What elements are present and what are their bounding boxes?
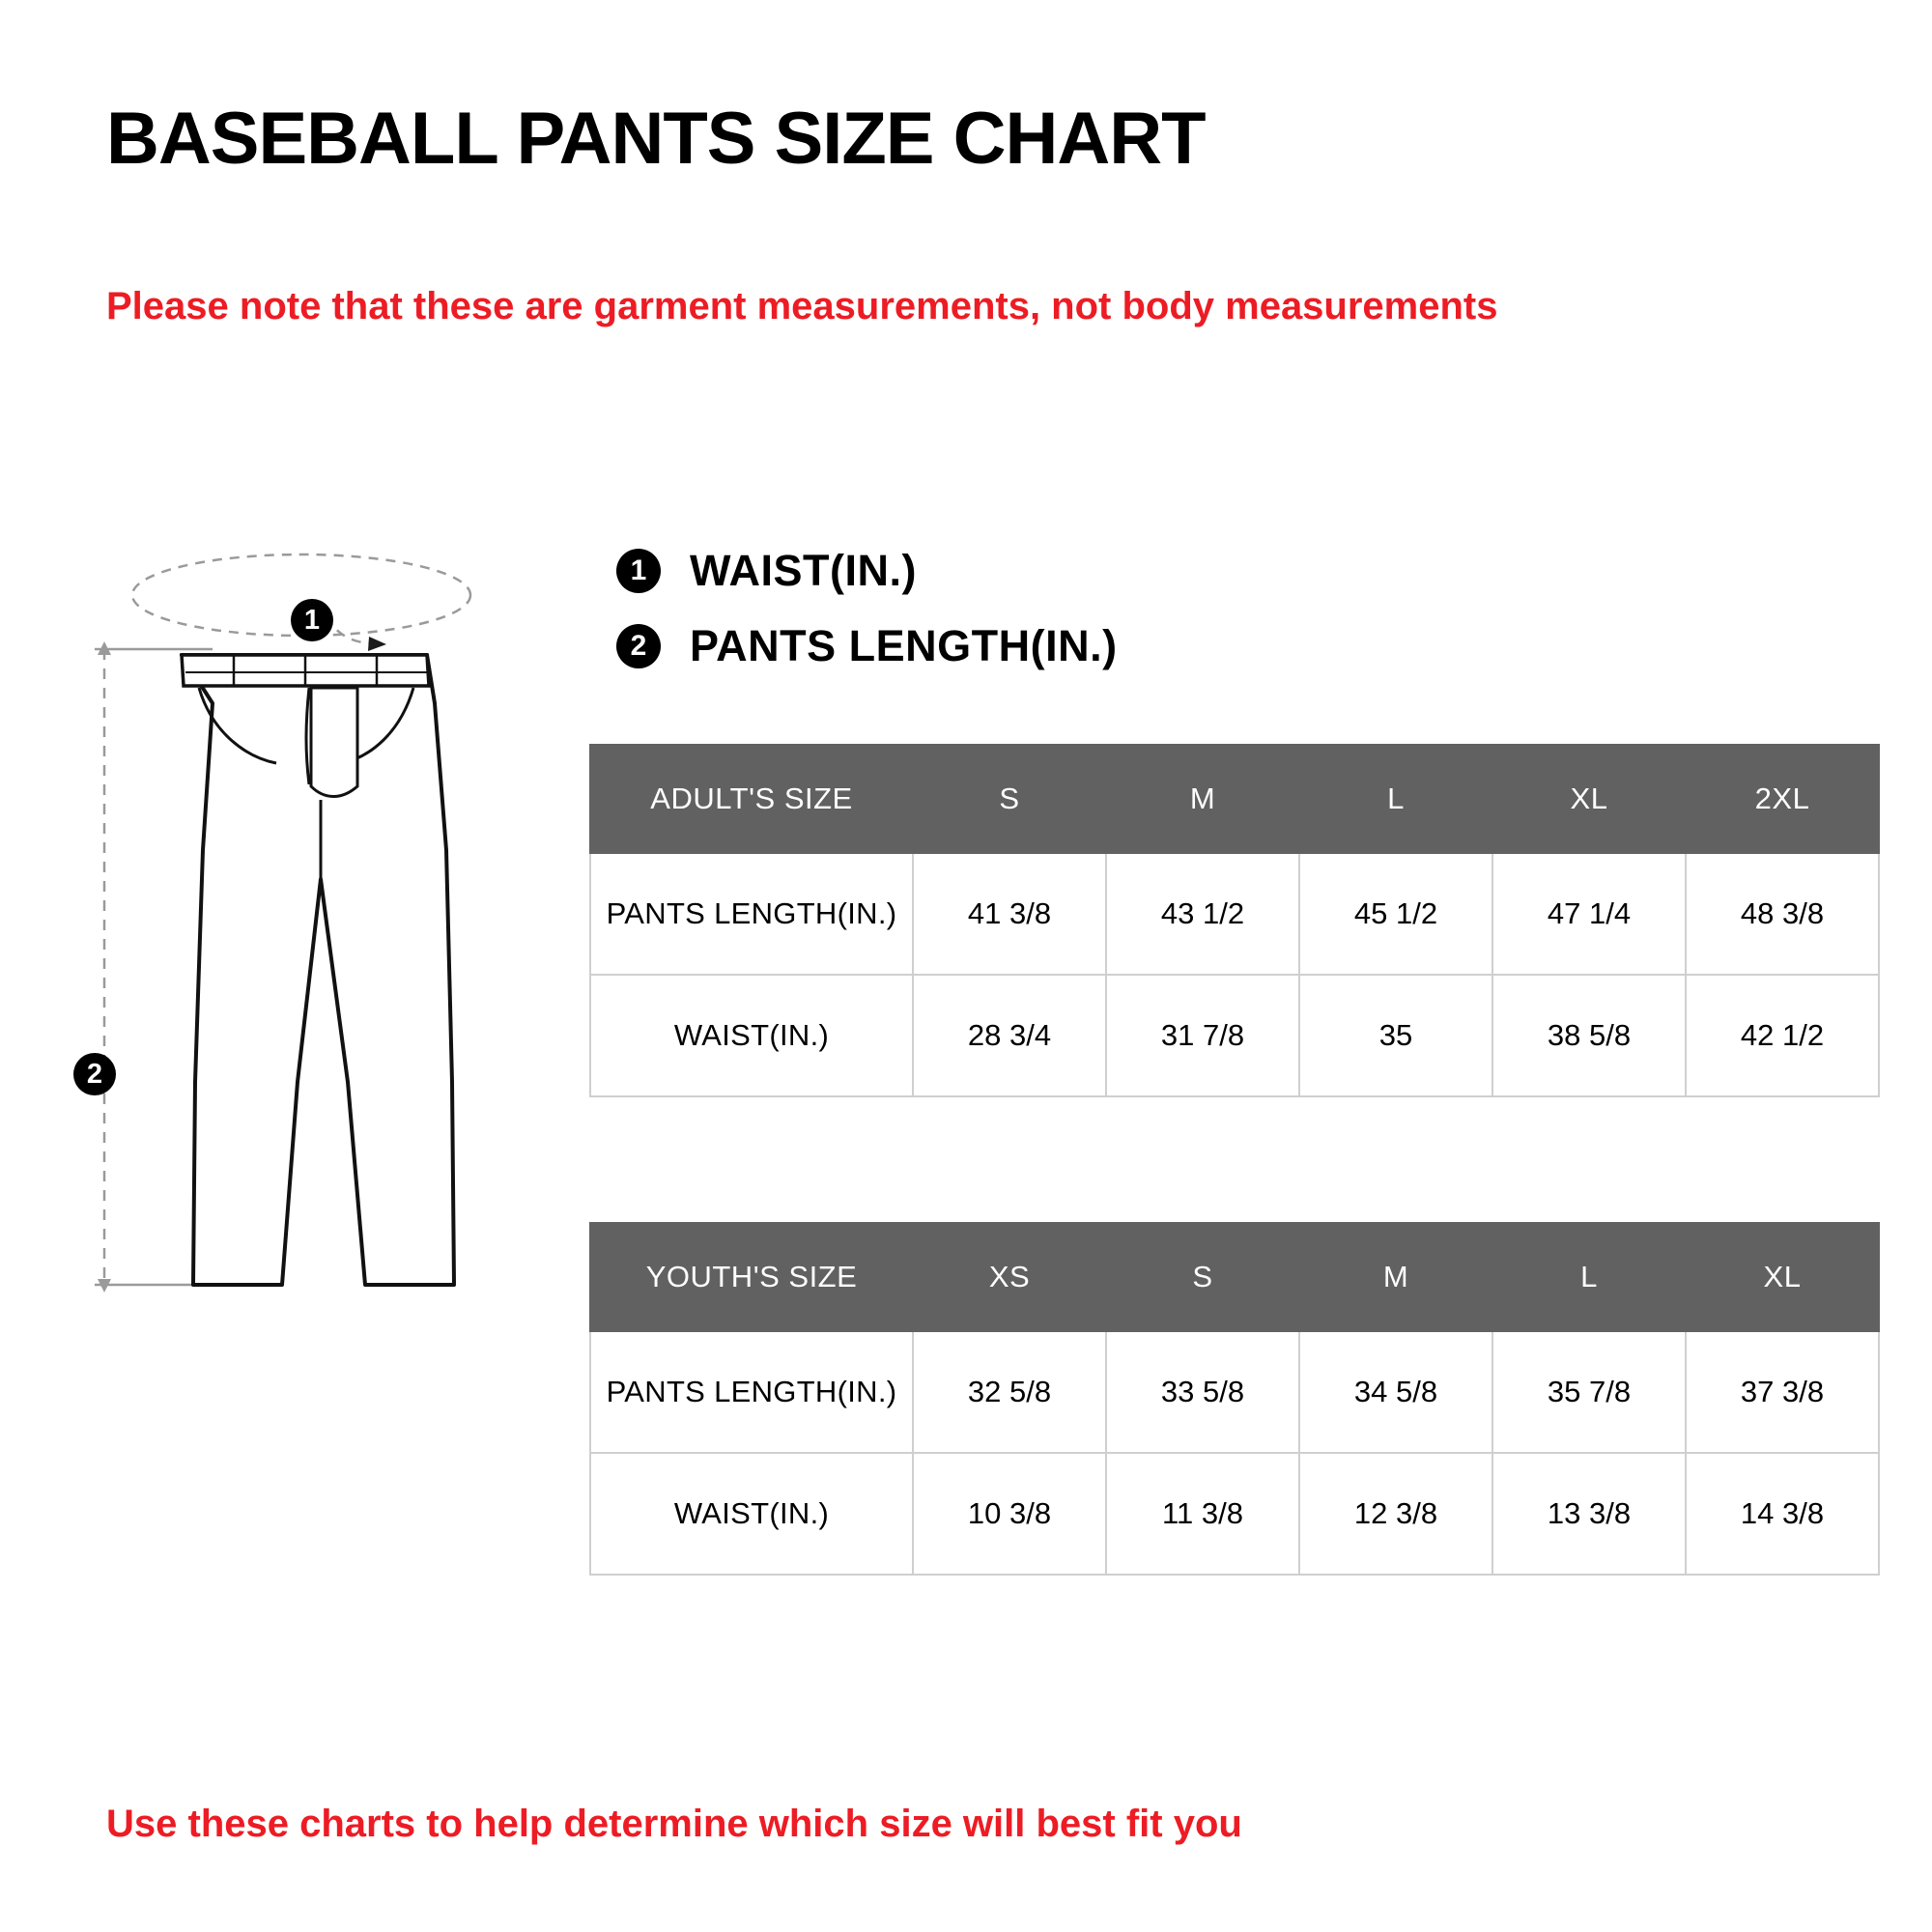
adult-col-2xl: 2XL bbox=[1686, 745, 1879, 853]
adult-length-l: 45 1/2 bbox=[1299, 853, 1492, 975]
youth-col-xl: XL bbox=[1686, 1223, 1879, 1331]
adult-length-2xl: 48 3/8 bbox=[1686, 853, 1879, 975]
youth-length-s: 33 5/8 bbox=[1106, 1331, 1299, 1453]
youth-length-l: 35 7/8 bbox=[1492, 1331, 1686, 1453]
youth-row-label-pants-length: PANTS LENGTH(IN.) bbox=[590, 1331, 913, 1453]
number-badge-2-icon: 2 bbox=[616, 624, 661, 668]
legend-label-pants-length: PANTS LENGTH(IN.) bbox=[690, 621, 1118, 670]
youth-size-header: YOUTH'S SIZE bbox=[590, 1223, 913, 1331]
diagram-badge-waist: 1 bbox=[291, 599, 333, 641]
adult-col-l: L bbox=[1299, 745, 1492, 853]
adult-col-xl: XL bbox=[1492, 745, 1686, 853]
youth-waist-xl: 14 3/8 bbox=[1686, 1453, 1879, 1575]
youth-col-m: M bbox=[1299, 1223, 1492, 1331]
adult-col-m: M bbox=[1106, 745, 1299, 853]
adult-waist-m: 31 7/8 bbox=[1106, 975, 1299, 1096]
youth-col-s: S bbox=[1106, 1223, 1299, 1331]
youth-waist-m: 12 3/8 bbox=[1299, 1453, 1492, 1575]
number-badge-1-icon: 1 bbox=[616, 549, 661, 593]
youth-waist-xs: 10 3/8 bbox=[913, 1453, 1106, 1575]
pants-illustration-icon bbox=[68, 541, 570, 1343]
table-row bbox=[590, 975, 1879, 1096]
youth-waist-l: 13 3/8 bbox=[1492, 1453, 1686, 1575]
table-row bbox=[590, 1331, 1879, 1453]
table-header-row bbox=[590, 1223, 1879, 1331]
youth-col-l: L bbox=[1492, 1223, 1686, 1331]
legend bbox=[616, 546, 1118, 696]
diagram-badge-length: 2 bbox=[73, 1053, 116, 1095]
adult-waist-xl: 38 5/8 bbox=[1492, 975, 1686, 1096]
footer-note: Use these charts to help determine which size will best fit you bbox=[106, 1803, 1242, 1845]
table-row bbox=[590, 1453, 1879, 1575]
youth-size-table bbox=[589, 1222, 1880, 1576]
table-header-row bbox=[590, 745, 1879, 853]
adult-size-header: ADULT'S SIZE bbox=[590, 745, 913, 853]
measurement-note: Please note that these are garment measurements, not body measurements bbox=[106, 285, 1498, 327]
adult-col-s: S bbox=[913, 745, 1106, 853]
legend-label-waist: WAIST(IN.) bbox=[690, 546, 917, 595]
youth-waist-s: 11 3/8 bbox=[1106, 1453, 1299, 1575]
adult-length-s: 41 3/8 bbox=[913, 853, 1106, 975]
adult-row-label-waist: WAIST(IN.) bbox=[590, 975, 913, 1096]
page-title: BASEBALL PANTS SIZE CHART bbox=[106, 98, 1206, 180]
youth-length-xl: 37 3/8 bbox=[1686, 1331, 1879, 1453]
table-row bbox=[590, 853, 1879, 975]
youth-length-xs: 32 5/8 bbox=[913, 1331, 1106, 1453]
adult-waist-2xl: 42 1/2 bbox=[1686, 975, 1879, 1096]
adult-size-table bbox=[589, 744, 1880, 1097]
pants-diagram bbox=[68, 541, 570, 1343]
adult-waist-l: 35 bbox=[1299, 975, 1492, 1096]
adult-length-m: 43 1/2 bbox=[1106, 853, 1299, 975]
legend-item-waist bbox=[616, 546, 1118, 596]
adult-waist-s: 28 3/4 bbox=[913, 975, 1106, 1096]
youth-col-xs: XS bbox=[913, 1223, 1106, 1331]
adult-row-label-pants-length: PANTS LENGTH(IN.) bbox=[590, 853, 913, 975]
youth-length-m: 34 5/8 bbox=[1299, 1331, 1492, 1453]
adult-length-xl: 47 1/4 bbox=[1492, 853, 1686, 975]
youth-row-label-waist: WAIST(IN.) bbox=[590, 1453, 913, 1575]
legend-item-pants-length bbox=[616, 621, 1118, 671]
